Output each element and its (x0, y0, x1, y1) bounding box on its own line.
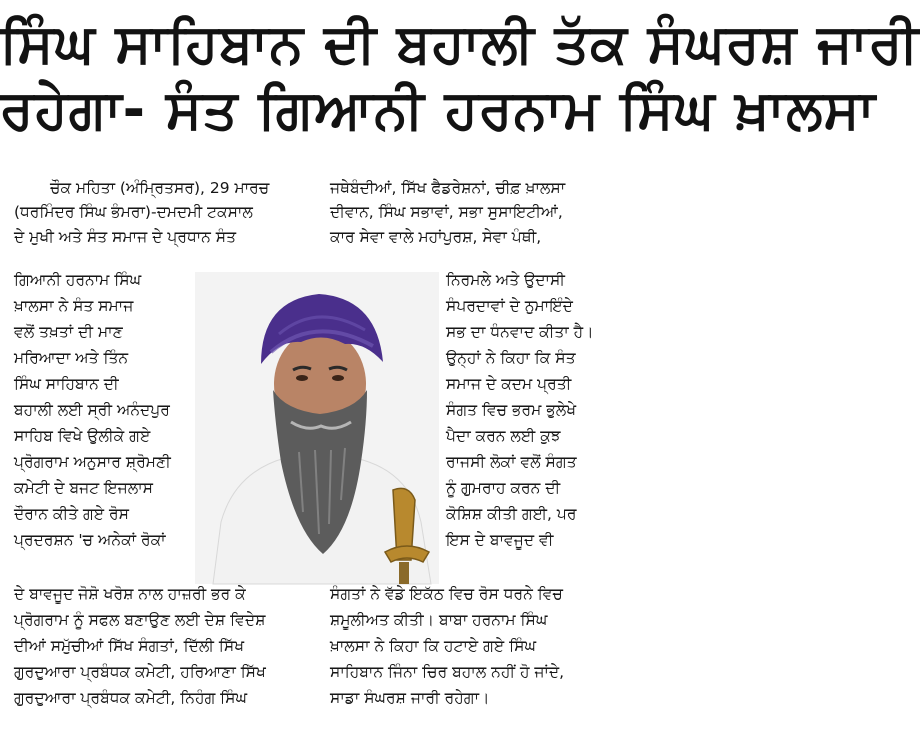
portrait-illustration (195, 272, 439, 584)
article-line: ਪ੍ਰਦਰਸ਼ਨ 'ਚ ਅਨੇਕਾਂ ਰੋਕਾਂ (14, 531, 166, 549)
article-line: ਕੋਸ਼ਿਸ਼ ਕੀਤੀ ਗਈ, ਪਰ (446, 505, 577, 523)
article-line: ਚੌਕ ਮਹਿਤਾ (ਅੰਮ੍ਰਿਤਸਰ), 29 ਮਾਰਚ (50, 179, 270, 197)
article-line: ਖ਼ਾਲਸਾ ਨੇ ਕਿਹਾ ਕਿ ਹਟਾਏ ਗਏ ਸਿੰਘ (330, 637, 536, 655)
article-line: ਦੇ ਬਾਵਜੂਦ ਜੋਸ਼ੋ ਖਰੋਸ਼ ਨਾਲ ਹਾਜ਼ਰੀ ਭਰ ਕੇ (14, 585, 246, 603)
article-line: ਦੀਵਾਨ, ਸਿੰਘ ਸਭਾਵਾਂ, ਸਭਾ ਸੁਸਾਇਟੀਆਂ, (330, 203, 563, 221)
article-line: (ਧਰਮਿੰਦਰ ਸਿੰਘ ਭੰਮਰਾ)-ਦਮਦਮੀ ਟਕਸਾਲ (14, 203, 253, 221)
article-line: ਸੰਪਰਦਾਵਾਂ ਦੇ ਨੁਮਾਇੰਦੇ (446, 297, 573, 315)
article-line: ਰਾਜਸੀ ਲੋਕਾਂ ਵਲੋਂ ਸੰਗਤ (446, 453, 577, 471)
article-line: ਵਲੋਂ ਤਖ਼ਤਾਂ ਦੀ ਮਾਣ (14, 323, 123, 341)
article-line: ਕਾਰ ਸੇਵਾ ਵਾਲੇ ਮਹਾਂਪੁਰਸ਼, ਸੇਵਾ ਪੰਥੀ, (330, 228, 542, 246)
article-line: ਉਨ੍ਹਾਂ ਨੇ ਕਿਹਾ ਕਿ ਸੰਤ (446, 349, 576, 367)
article-line: ਇਸ ਦੇ ਬਾਵਜੂਦ ਵੀ (446, 531, 554, 549)
article-line: ਸ਼ਮੂਲੀਅਤ ਕੀਤੀ। ਬਾਬਾ ਹਰਨਾਮ ਸਿੰਘ (330, 611, 548, 629)
article-line: ਸਾਹਿਬਾਨ ਜਿੰਨਾ ਚਿਰ ਬਹਾਲ ਨਹੀਂ ਹੋ ਜਾਂਦੇ, (330, 663, 565, 681)
article-line: ਸੰਗਤ ਵਿਚ ਭਰਮ ਭੁਲੇਖੇ (446, 401, 577, 419)
article-line: ਦੇ ਮੁਖੀ ਅਤੇ ਸੰਤ ਸਮਾਜ ਦੇ ਪ੍ਰਧਾਨ ਸੰਤ (14, 228, 237, 246)
article-line: ਦੌਰਾਨ ਕੀਤੇ ਗਏ ਰੋਸ (14, 505, 129, 523)
article-line: ਸਾਡਾ ਸੰਘਰਸ਼ ਜਾਰੀ ਰਹੇਗਾ। (330, 689, 490, 707)
article-line: ਗੁਰਦੁਆਰਾ ਪ੍ਰਬੰਧਕ ਕਮੇਟੀ, ਨਿਹੰਗ ਸਿੰਘ (14, 689, 248, 707)
article-line: ਜਥੇਬੰਦੀਆਂ, ਸਿੱਖ ਫੈਡਰੇਸ਼ਨਾਂ, ਚੀਫ਼ ਖ਼ਾਲਸਾ (330, 179, 566, 197)
article-line: ਸੰਗਤਾਂ ਨੇ ਵੱਡੇ ਇਕੱਠ ਵਿਚ ਰੋਸ ਧਰਨੇ ਵਿਚ (330, 585, 563, 603)
article-line: ਗਿਆਨੀ ਹਰਨਾਮ ਸਿੰਘ (14, 271, 142, 289)
article-line: ਸਾਹਿਬ ਵਿਖੇ ਉਲੀਕੇ ਗਏ (14, 427, 151, 445)
article-line: ਸਮਾਜ ਦੇ ਕਦਮ ਪ੍ਰਤੀ (446, 375, 572, 393)
headline (0, 0, 920, 150)
article-line: ਬਹਾਲੀ ਲਈ ਸ੍ਰੀ ਅਨੰਦਪੁਰ (14, 401, 170, 419)
article-line: ਪ੍ਰੋਗਰਾਮ ਨੂੰ ਸਫਲ ਬਣਾਉਣ ਲਈ ਦੇਸ਼ ਵਿਦੇਸ਼ (14, 611, 266, 629)
article-line: ਦੀਆਂ ਸਮੁੱਚੀਆਂ ਸਿੱਖ ਸੰਗਤਾਂ, ਦਿੱਲੀ ਸਿੱਖ (14, 637, 245, 655)
article-line: ਪ੍ਰੋਗਰਾਮ ਅਨੁਸਾਰ ਸ਼੍ਰੋਮਣੀ (14, 453, 171, 471)
article-line: ਖ਼ਾਲਸਾ ਨੇ ਸੰਤ ਸਮਾਜ (14, 297, 134, 315)
article-line: ਸਿੰਘ ਸਾਹਿਬਾਨ ਦੀ (14, 375, 119, 393)
article-line: ਸਭ ਦਾ ਧੰਨਵਾਦ ਕੀਤਾ ਹੈ। (446, 323, 594, 341)
article-line: ਨੂੰ ਗੁਮਰਾਹ ਕਰਨ ਦੀ (446, 479, 561, 497)
article-line: ਨਿਰਮਲੇ ਅਤੇ ਉਦਾਸੀ (446, 271, 565, 289)
headline-line-2: ਰਹੇਗਾ- ਸੰਤ ਗਿਆਨੀ ਹਰਨਾਮ ਸਿੰਘ ਖ਼ਾਲਸਾ (0, 78, 876, 141)
headline-line-1: ਸਿੰਘ ਸਾਹਿਬਾਨ ਦੀ ਬਹਾਲੀ ਤੱਕ ਸੰਘਰਸ਼ ਜਾਰੀ (0, 12, 920, 75)
article-line: ਗੁਰਦੁਆਰਾ ਪ੍ਰਬੰਧਕ ਕਮੇਟੀ, ਹਰਿਆਣਾ ਸਿੱਖ (14, 663, 266, 681)
article-line: ਪੈਦਾ ਕਰਨ ਲਈ ਕੁਝ (446, 427, 561, 445)
portrait-photo (195, 272, 439, 584)
article-line: ਕਮੇਟੀ ਦੇ ਬਜਟ ਇਜਲਾਸ (14, 479, 153, 497)
article-line: ਮਰਿਆਦਾ ਅਤੇ ਤਿੰਨ (14, 349, 129, 367)
